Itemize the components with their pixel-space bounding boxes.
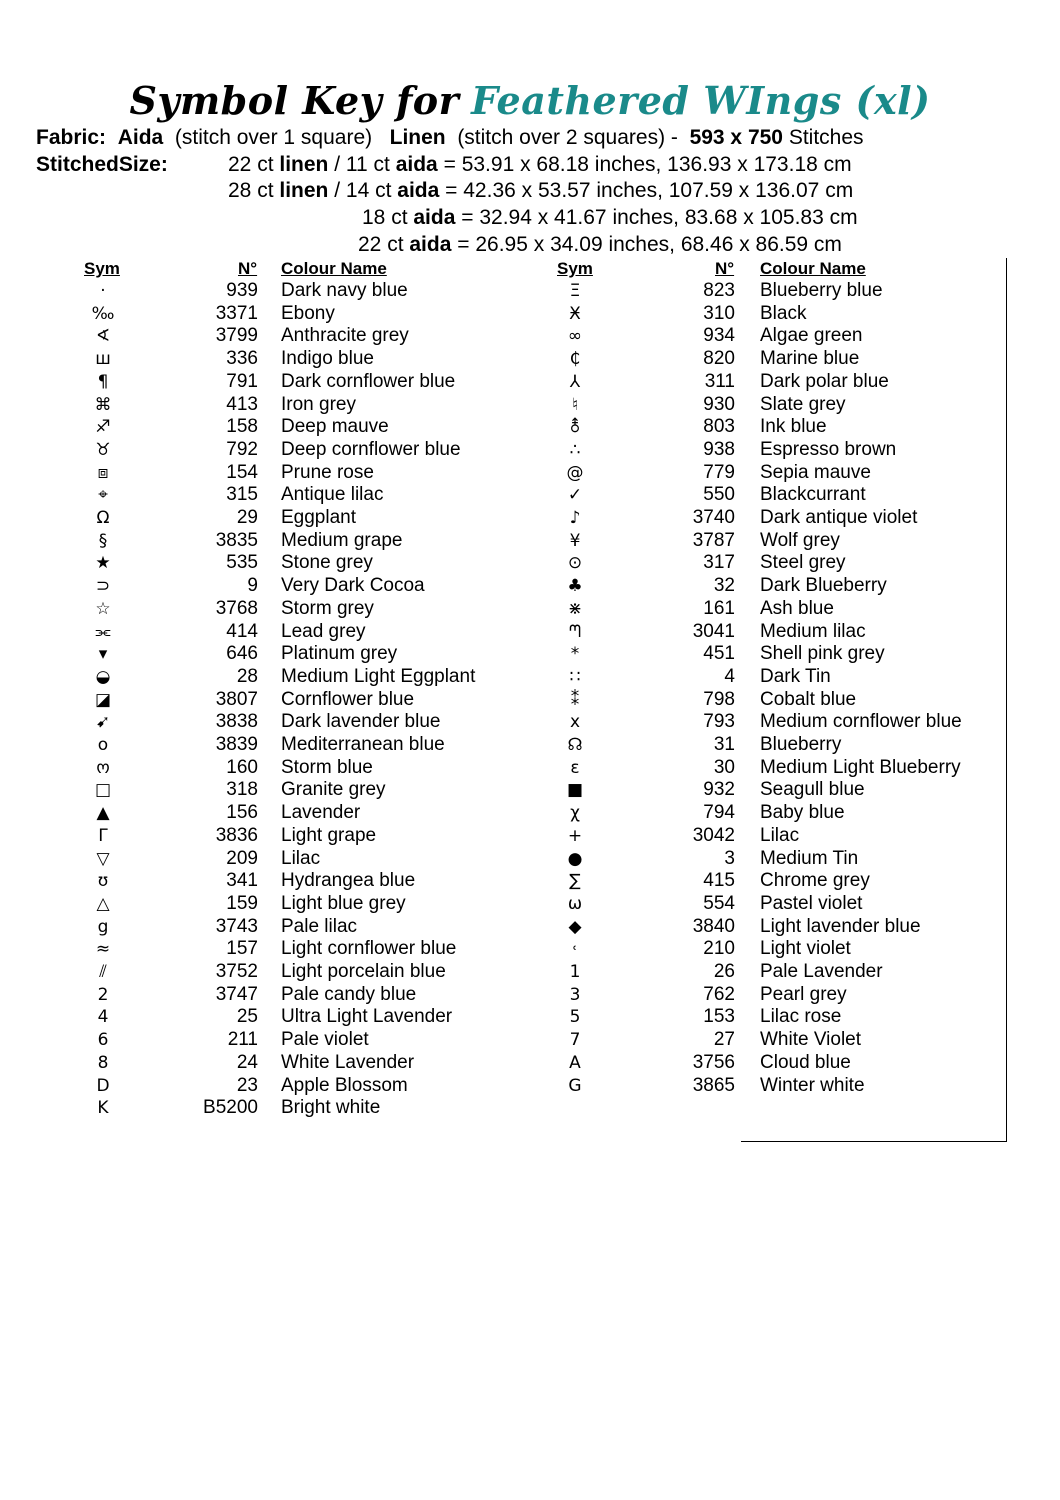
fabric-aida-note: (stitch over 1 square) <box>174 126 373 149</box>
colour-name: Mediterranean blue <box>281 734 445 755</box>
colour-name: Stone grey <box>281 552 373 574</box>
colour-name: Lilac <box>760 824 800 846</box>
symbol-glyph: ш <box>95 349 111 370</box>
symbol-glyph: ⫽ <box>99 962 107 982</box>
colour-name: Granite grey <box>281 779 386 801</box>
thread-number: 762 <box>703 983 735 1005</box>
thread-number: 798 <box>703 688 735 710</box>
thread-number: 336 <box>226 348 258 370</box>
colour-name: Shell pink grey <box>760 643 885 665</box>
thread-number: 535 <box>226 552 258 574</box>
thread-number: 3 <box>724 847 735 869</box>
colour-name: Slate grey <box>760 393 846 415</box>
thread-number: 3042 <box>692 824 735 846</box>
fabric-linen-note: (stitch over 2 squares) - <box>457 126 678 149</box>
symbol-glyph: ≈ <box>95 939 111 960</box>
colour-name: Algae green <box>760 325 863 347</box>
pattern-name: Feathered WIngs (xl) <box>471 78 931 123</box>
thread-number: 23 <box>236 1074 258 1096</box>
thread-number: 414 <box>226 620 258 642</box>
colour-name: Iron grey <box>281 393 356 415</box>
thread-number: 315 <box>226 484 258 506</box>
symbol-glyph: ▲ <box>96 803 110 824</box>
thread-number: 153 <box>703 1006 735 1028</box>
thread-number: 793 <box>703 711 735 733</box>
thread-number: 158 <box>226 416 258 438</box>
colour-name: Light grape <box>281 824 377 846</box>
symbol-glyph: □ <box>94 780 112 801</box>
symbol-glyph: ˓ <box>572 939 578 960</box>
symbol-glyph: K <box>97 1098 109 1119</box>
colour-name: Pearl grey <box>760 983 847 1005</box>
symbol-glyph: ♉ <box>95 439 111 460</box>
colour-name: Eggplant <box>281 507 357 528</box>
colour-name: Storm grey <box>281 597 374 619</box>
thread-number: 803 <box>703 416 735 438</box>
size-row-1: 22 ct linen / 11 ct aida = 53.91 x 68.18 inches, 136.93 x 173.18 cm <box>228 153 852 176</box>
thread-number: 3865 <box>692 1074 735 1096</box>
thread-number: 930 <box>703 393 735 415</box>
symbol-glyph: ✓ <box>567 485 583 506</box>
colour-name: Light cornflower blue <box>281 938 457 960</box>
colour-name: Storm blue <box>281 756 373 778</box>
thread-number: 792 <box>226 438 258 460</box>
symbol-glyph: ⌘ <box>94 394 112 415</box>
symbol-glyph: * <box>570 644 580 665</box>
thread-number: 32 <box>713 575 735 597</box>
header-sym-2: Sym <box>557 259 593 278</box>
header-name-1: Colour Name <box>281 259 387 278</box>
thread-number: 318 <box>226 779 258 801</box>
symbol-glyph: x <box>569 712 581 733</box>
colour-name: Medium lilac <box>760 620 866 642</box>
thread-number: 29 <box>236 507 258 528</box>
symbol-glyph: @ <box>566 462 584 483</box>
colour-name: Very Dark Cocoa <box>281 575 425 597</box>
symbol-glyph: ∷ <box>569 666 581 687</box>
thread-number: 3371 <box>215 302 258 324</box>
colour-name: Blueberry <box>760 734 842 755</box>
thread-number: 934 <box>703 325 735 347</box>
symbol-glyph: ⋇ <box>567 598 583 619</box>
thread-number: 317 <box>703 552 735 574</box>
symbol-glyph: ◆ <box>568 916 582 937</box>
colour-name: Blueberry blue <box>760 280 883 301</box>
symbol-glyph: ■ <box>566 780 584 801</box>
colour-name: Indigo blue <box>281 348 374 370</box>
thread-number: 4 <box>724 665 735 687</box>
stitched-size-label: StitchedSize: <box>36 153 168 176</box>
symbol-glyph: Γ <box>98 825 108 846</box>
symbol-glyph: Ω <box>96 508 110 528</box>
symbol-glyph: ▽ <box>96 848 110 869</box>
thread-number: 311 <box>704 370 735 392</box>
colour-name: Pale Lavender <box>760 961 883 982</box>
title-prefix: Symbol Key for <box>129 78 460 123</box>
fabric-label: Fabric: <box>36 126 107 149</box>
symbol-glyph: D <box>96 1075 110 1096</box>
colour-name: Dark Blueberry <box>760 575 887 597</box>
thread-number: 3799 <box>215 325 258 347</box>
symbol-glyph: ₵ <box>569 349 581 370</box>
thread-number: 646 <box>226 643 258 665</box>
colour-name: Pale violet <box>281 1029 369 1051</box>
colour-name: Pale candy blue <box>281 983 417 1005</box>
size-row-2: 28 ct linen / 14 ct aida = 42.36 x 53.57 inches, 107.59 x 136.07 cm <box>228 179 854 202</box>
thread-number: 415 <box>703 870 735 892</box>
symbol-glyph: · <box>100 281 106 301</box>
thread-number: 24 <box>236 1051 258 1073</box>
colour-name: Light blue grey <box>281 892 406 914</box>
symbol-glyph: ♮ <box>571 394 579 415</box>
symbol-glyph: A <box>569 1052 581 1073</box>
symbol-glyph: Ξ <box>569 281 581 301</box>
colour-name: Platinum grey <box>281 643 398 665</box>
thread-number: 3768 <box>215 597 258 619</box>
thread-number: 779 <box>703 461 735 483</box>
bottom-border-line <box>741 1141 1007 1142</box>
symbol-glyph: ⁑ <box>570 689 580 710</box>
colour-name: Cloud blue <box>760 1051 851 1073</box>
thread-number: 938 <box>703 438 735 460</box>
colour-name: Apple Blossom <box>281 1074 408 1096</box>
fabric-line <box>36 125 864 151</box>
thread-number: 210 <box>703 938 735 960</box>
symbol-glyph: 6 <box>97 1030 109 1051</box>
thread-number: 550 <box>703 484 735 506</box>
symbol-glyph: ω <box>567 893 583 914</box>
colour-name: Dark polar blue <box>760 370 889 392</box>
colour-name: Hydrangea blue <box>281 870 416 892</box>
colour-name: Marine blue <box>760 348 860 370</box>
thread-number: 3839 <box>215 734 258 755</box>
symbol-glyph: 2 <box>97 984 109 1005</box>
colour-name: Dark cornflower blue <box>281 370 456 392</box>
symbol-glyph: G <box>568 1075 582 1096</box>
symbol-glyph: ∑ <box>569 871 581 892</box>
colour-name: Prune rose <box>281 461 374 483</box>
symbol-glyph: ⅄ <box>569 371 581 392</box>
symbol-glyph: ♐ <box>95 417 111 438</box>
colour-name: Deep mauve <box>281 416 389 438</box>
colour-name: Wolf grey <box>760 529 840 551</box>
thread-number: 3836 <box>215 824 258 846</box>
size-row-4: 22 ct aida = 26.95 x 34.09 inches, 68.46 x 86.59 cm <box>358 233 842 256</box>
thread-number: 3747 <box>215 983 258 1005</box>
thread-number: 554 <box>703 892 735 914</box>
symbol-glyph: ◪ <box>94 689 112 710</box>
symbol-glyph: 8 <box>97 1052 109 1073</box>
symbol-glyph: ➹ <box>95 712 111 733</box>
colour-name: Lavender <box>281 802 361 824</box>
symbol-glyph: χ <box>570 803 580 824</box>
colour-name: Medium cornflower blue <box>760 711 962 733</box>
symbol-glyph: ⊃ <box>95 576 111 597</box>
colour-name: Chrome grey <box>760 870 870 892</box>
colour-name: Espresso brown <box>760 438 897 460</box>
colour-name: Ash blue <box>760 597 834 619</box>
thread-number: 31 <box>713 734 735 755</box>
symbol-glyph: 3 <box>569 984 581 1005</box>
colour-name: Medium Light Blueberry <box>760 756 961 778</box>
thread-number: 3756 <box>692 1051 735 1073</box>
symbol-glyph: ⧈ <box>97 462 109 483</box>
colour-name: Bright white <box>281 1097 381 1119</box>
thread-number: 3835 <box>215 529 258 551</box>
thread-number: 3752 <box>215 961 258 982</box>
header-sym-1: Sym <box>84 259 120 278</box>
symbol-glyph: ¥ <box>569 530 581 551</box>
colour-name: Cornflower blue <box>281 688 415 710</box>
thread-number: 211 <box>227 1029 258 1051</box>
symbol-glyph: ● <box>567 848 583 869</box>
thread-number: 160 <box>226 756 258 778</box>
colour-name: Light porcelain blue <box>281 961 446 982</box>
symbol-glyph: ∴ <box>569 439 581 460</box>
thread-number: 820 <box>703 348 735 370</box>
thread-number: 310 <box>703 302 735 324</box>
thread-number: 30 <box>713 756 735 778</box>
header-name-2: Colour Name <box>760 259 866 278</box>
thread-number: 26 <box>713 961 735 982</box>
symbol-glyph: ო <box>96 757 110 778</box>
thread-number: 28 <box>236 665 258 687</box>
colour-name: Ultra Light Lavender <box>281 1006 453 1028</box>
stitch-count: 593 x 750 <box>689 126 783 149</box>
thread-number: 157 <box>226 938 258 960</box>
fabric-aida: Aida <box>117 126 164 149</box>
thread-number: 209 <box>226 847 258 869</box>
thread-number: 3838 <box>215 711 258 733</box>
colour-name: Steel grey <box>760 552 846 574</box>
thread-number: 161 <box>703 597 735 619</box>
colour-name: Medium Tin <box>760 847 859 869</box>
symbol-glyph: ᘉ <box>568 621 582 642</box>
thread-number: 341 <box>226 870 258 892</box>
symbol-glyph: ⊙ <box>567 553 583 574</box>
colour-name: Dark navy blue <box>281 280 408 301</box>
symbol-glyph: ♪ <box>569 508 581 528</box>
colour-name: White Lavender <box>281 1051 415 1073</box>
thread-number: 3840 <box>692 915 735 937</box>
thread-number: 159 <box>226 892 258 914</box>
thread-number: 791 <box>226 370 258 392</box>
colour-name: Baby blue <box>760 802 845 824</box>
symbol-glyph: Ӿ <box>569 303 581 324</box>
thread-number: 3787 <box>692 529 735 551</box>
colour-name: Pale lilac <box>281 915 358 937</box>
colour-name: Lead grey <box>281 620 366 642</box>
thread-number: 451 <box>703 643 735 665</box>
colour-name: Medium Light Eggplant <box>281 665 476 687</box>
thread-number: 27 <box>713 1029 735 1051</box>
thread-number: 3740 <box>692 507 735 528</box>
thread-number: 823 <box>703 280 735 301</box>
symbol-glyph: + <box>567 825 583 846</box>
fabric-linen: Linen <box>389 126 446 149</box>
symbol-glyph: ♣ <box>567 576 583 597</box>
stitch-count-label: Stitches <box>788 126 864 149</box>
right-border-line <box>1006 258 1007 1142</box>
colour-name: Lilac <box>281 847 321 869</box>
thread-number: 3807 <box>215 688 258 710</box>
colour-name: Dark lavender blue <box>281 711 441 733</box>
colour-name: Black <box>760 302 807 324</box>
page-title <box>0 78 1060 123</box>
colour-name: Pastel violet <box>760 892 863 914</box>
thread-number: 939 <box>226 280 258 301</box>
thread-number: 9 <box>247 575 258 597</box>
colour-name: Winter white <box>760 1074 865 1096</box>
colour-name: Antique lilac <box>281 484 384 506</box>
symbol-glyph: ∞ <box>567 326 583 347</box>
colour-name: Cobalt blue <box>760 688 857 710</box>
colour-name: Seagull blue <box>760 779 865 801</box>
symbol-glyph: ⫘ <box>95 621 111 642</box>
colour-name: Ink blue <box>760 416 827 438</box>
symbol-glyph: 1 <box>569 962 581 982</box>
thread-number: 3743 <box>215 915 258 937</box>
symbol-glyph: 4 <box>97 1007 109 1028</box>
thread-number: 3041 <box>692 620 735 642</box>
colour-name: Dark Tin <box>760 665 831 687</box>
symbol-glyph: ⚨ <box>567 417 583 438</box>
header-num-2: N° <box>715 259 735 278</box>
symbol-glyph: ∢ <box>95 326 111 347</box>
thread-number: B5200 <box>203 1097 258 1119</box>
symbol-glyph: ⌖ <box>98 485 108 506</box>
symbol-glyph: ʊ <box>97 871 109 892</box>
colour-name: Blackcurrant <box>760 484 866 506</box>
symbol-glyph: ε <box>570 757 580 778</box>
colour-name: Ebony <box>281 302 335 324</box>
colour-name: Medium grape <box>281 529 403 551</box>
symbol-glyph: ◒ <box>95 666 111 687</box>
thread-number: 413 <box>226 393 258 415</box>
symbol-glyph: 7 <box>569 1030 581 1051</box>
symbol-glyph: ☊ <box>567 735 583 755</box>
colour-name: Light lavender blue <box>760 915 921 937</box>
symbol-glyph: g <box>97 916 109 937</box>
symbol-glyph: ▾ <box>98 644 108 665</box>
colour-name: Light violet <box>760 938 851 960</box>
thread-number: 156 <box>226 802 258 824</box>
thread-number: 794 <box>703 802 735 824</box>
colour-name: Anthracite grey <box>281 325 409 347</box>
colour-name: Dark antique violet <box>760 507 918 528</box>
symbol-glyph: ★ <box>95 553 111 574</box>
symbol-glyph: 5 <box>569 1007 581 1028</box>
header-num-1: N° <box>238 259 258 278</box>
symbol-glyph: ☆ <box>95 598 111 619</box>
colour-name: Lilac rose <box>760 1006 842 1028</box>
size-row-3: 18 ct aida = 32.94 x 41.67 inches, 83.68 x 105.83 cm <box>362 206 858 229</box>
colour-name: White Violet <box>760 1029 862 1051</box>
thread-number: 932 <box>703 779 735 801</box>
thread-number: 25 <box>236 1006 258 1028</box>
symbol-glyph: o <box>97 735 109 755</box>
symbol-glyph: ‰ <box>91 303 115 324</box>
symbol-glyph: § <box>98 530 108 551</box>
symbol-glyph: ¶ <box>97 371 109 392</box>
symbol-glyph: △ <box>96 893 110 914</box>
colour-name: Deep cornflower blue <box>281 438 461 460</box>
colour-name: Sepia mauve <box>760 461 871 483</box>
thread-number: 154 <box>226 461 258 483</box>
